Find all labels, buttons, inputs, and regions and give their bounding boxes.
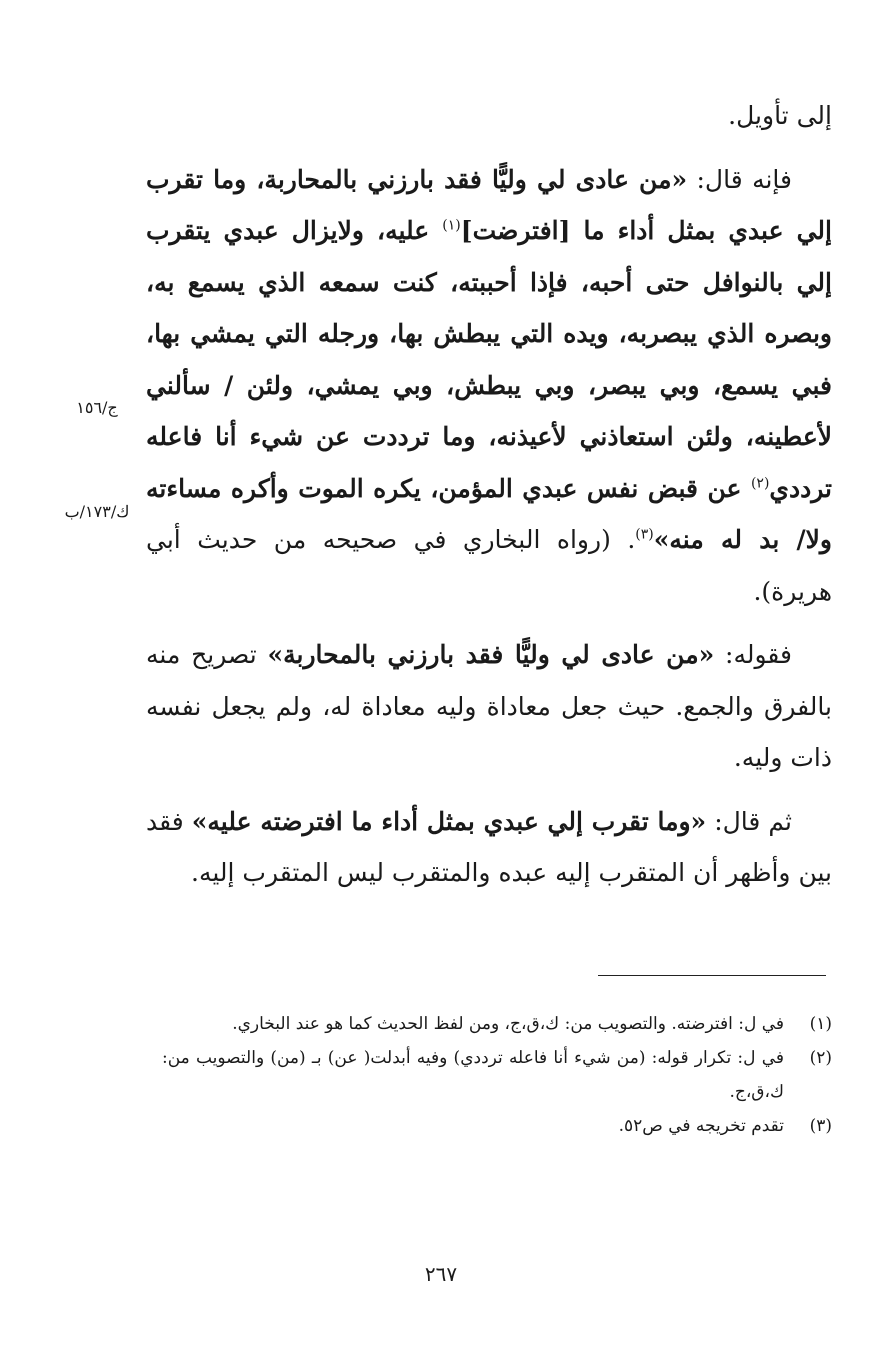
footnote-separator <box>598 975 826 976</box>
footnote-number: (٢) <box>809 1048 832 1068</box>
paragraph-opening-line <box>146 90 832 142</box>
commentary-1-intro: فقوله: <box>714 640 792 669</box>
commentary-1-quote: «من عادى لي وليًّا فقد بارزني بالمحاربة» <box>267 640 715 669</box>
margin-note-manuscript-k: ك/١٧٣/ب <box>64 502 130 521</box>
commentary-1-text: تصريح منه بالفرق والجمع. حيث جعل معاداة وليه معاداة له، ولم يجعل نفسه ذات وليه. <box>146 640 832 772</box>
main-text <box>146 90 832 911</box>
footnote-1 <box>162 1007 832 1041</box>
hadith-quote-part3: عن قبض نفس عبدي المؤمن، يكره الموت وأكره مساءته ولا/ بد له منه» <box>146 473 832 554</box>
footnote-text: في ل: افترضته. والتصويب من: ك،ق،ج، ومن لفظ الحديث كما هو عند البخاري. <box>232 1014 784 1034</box>
paragraph-hadith <box>146 154 832 618</box>
commentary-2-text: فقد بين وأظهر أن المتقرب إليه عبده والمتقرب ليس المتقرب إليه. <box>146 806 832 887</box>
commentary-2-intro: ثم قال: <box>706 806 792 836</box>
footnotes <box>162 1007 832 1143</box>
footnote-ref-1[interactable]: (١) <box>442 217 461 234</box>
paragraph-commentary-1 <box>146 629 832 784</box>
footnote-text: في ل: تكرار قوله: (من شيء أنا فاعله ترددي) وفيه أبدلت( عن) بـ (من) والتصويب من: ك،ق،ج. <box>162 1048 784 1102</box>
hadith-attribution: . (رواه البخاري في صحيحه من حديث أبي هريرة). <box>146 525 832 606</box>
margin-note-manuscript-j: ج/١٥٦ <box>76 398 118 417</box>
footnote-number: (١) <box>809 1014 832 1034</box>
commentary-2-quote: «وما تقرب إلي عبدي بمثل أداء ما افترضته عليه» <box>191 806 707 836</box>
paragraph-commentary-2 <box>146 796 832 899</box>
opening-line-text: إلى تأويل. <box>728 101 832 130</box>
footnote-number: (٣) <box>809 1116 832 1136</box>
footnote-3 <box>162 1109 832 1143</box>
footnote-text: تقدم تخريجه في ص٥٢. <box>618 1116 784 1136</box>
hadith-quote-part2: عليه، ولايزال عبدي يتقرب إلي بالنوافل حتى أحبه، فإذا أحببته، كنت سمعه الذي يسمع به، وبصره الذي يبصربه، ويده التي يبطش بها، ورجله التي يمشي بها، فبي يسمع، وبي يبصر، وبي يبطش، وبي يمشي، ولئن / سألني لأعطينه، ولئن استعاذني لأعيذنه، وما ترددت عن شيء أنا فاعله ترددي <box>146 216 832 503</box>
hadith-quote-part1: «من عادى لي وليًّا فقد بارزني بالمحاربة، وما تقرب إلي عبدي بمثل أداء ما [افترضت] <box>146 164 832 245</box>
footnote-ref-3[interactable]: (٣) <box>635 526 654 543</box>
page-number: ٢٦٧ <box>424 1262 458 1286</box>
hadith-intro: فإنه قال: <box>687 164 792 194</box>
footnote-ref-2[interactable]: (٢) <box>750 475 770 492</box>
footnote-2 <box>162 1041 832 1109</box>
